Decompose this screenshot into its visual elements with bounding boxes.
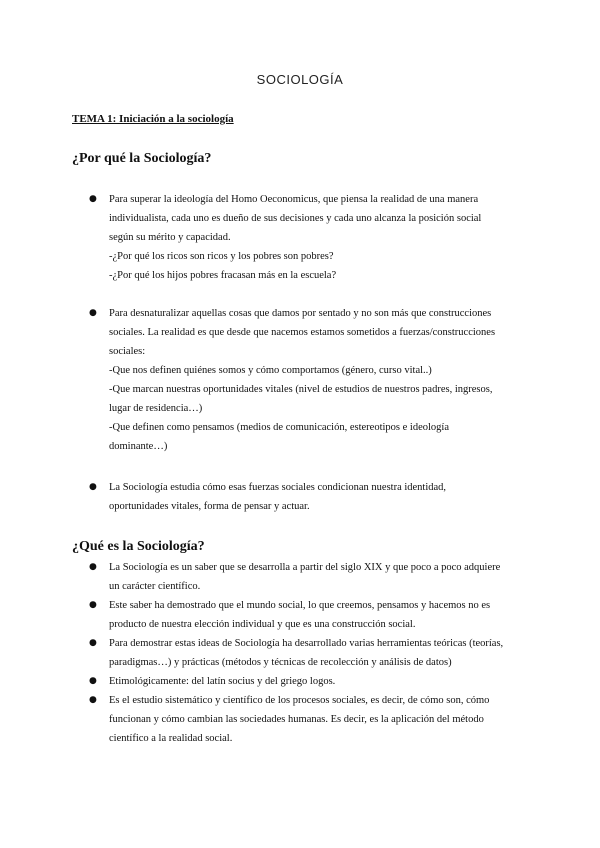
list-item: ● Etimológicamente: del latín socius y del griego logos. [72,672,528,691]
list-item: ● Para superar la ideología del Homo Oeconomicus, que piensa la realidad de una manera individualista, cada uno es dueño de sus decisiones y cada uno alcanza la posición social según su mérito y capacidad. -¿Por qué los ricos son ricos y los pobres son pobres? -¿Por qué los hijos pobres fracasan más en la escuela? [72,190,528,285]
list-item: ● Para desnaturalizar aquellas cosas que damos por sentado y no son más que construcciones sociales. La realidad es que desde que nacemos estamos sometidos a fuerzas/construcciones sociales: -Que nos definen quiénes somos y cómo comportamos (género, curso vital..) -Que marcan nuestras oportunidades vitales (nivel de estudios de nuestros padres, ingresos, lugar de residencia…) -Que definen como pensamos (medios de comunicación, estereotipos e ideología dominante…) [72,304,528,456]
bullet-icon: ● [89,308,97,318]
bullet-icon: ● [89,676,97,686]
bullet-icon: ● [89,482,97,492]
bullet-icon: ● [89,638,97,648]
bullet-icon: ● [89,194,97,204]
bullet-icon: ● [89,600,97,610]
list-item: ● Es el estudio sistemático y científico de los procesos sociales, es decir, de cómo son, cómo funcionan y cómo cambian las sociedades humanas. Es decir, es la aplicación del método científico a la realidad social. [72,691,528,748]
list-item: ● Para demostrar estas ideas de Sociología ha desarrollado varias herramientas teóricas (teorías, paradigmas…) y prácticas (métodos y técnicas de recolección y análisis de datos) [72,634,528,672]
document-title: SOCIOLOGÍA [256,72,344,87]
list-item: ● Este saber ha demostrado que el mundo social, lo que creemos, pensamos y hacemos no es producto de nuestra elección individual y que es una construcción social. [72,596,528,634]
bullet-icon: ● [89,562,97,572]
list-item: ● La Sociología estudia cómo esas fuerzas sociales condicionan nuestra identidad, oportunidades vitales, forma de pensar y actuar. [72,478,528,516]
list-item: ● La Sociología es un saber que se desarrolla a partir del siglo XIX y que poco a poco adquiere un carácter científico. [72,558,528,596]
bullet-list-por-que [72,190,528,285]
bullet-icon: ● [89,695,97,705]
bullet-list-que-es [72,558,528,748]
section-heading-que-es: ¿Qué es la Sociología? [72,539,205,554]
section-heading-por-que: ¿Por qué la Sociología? [72,151,212,166]
topic-heading: TEMA 1: Iniciación a la sociología [72,113,234,125]
bullet-list-por-que-2 [72,304,528,456]
bullet-list-por-que-3 [72,478,528,516]
